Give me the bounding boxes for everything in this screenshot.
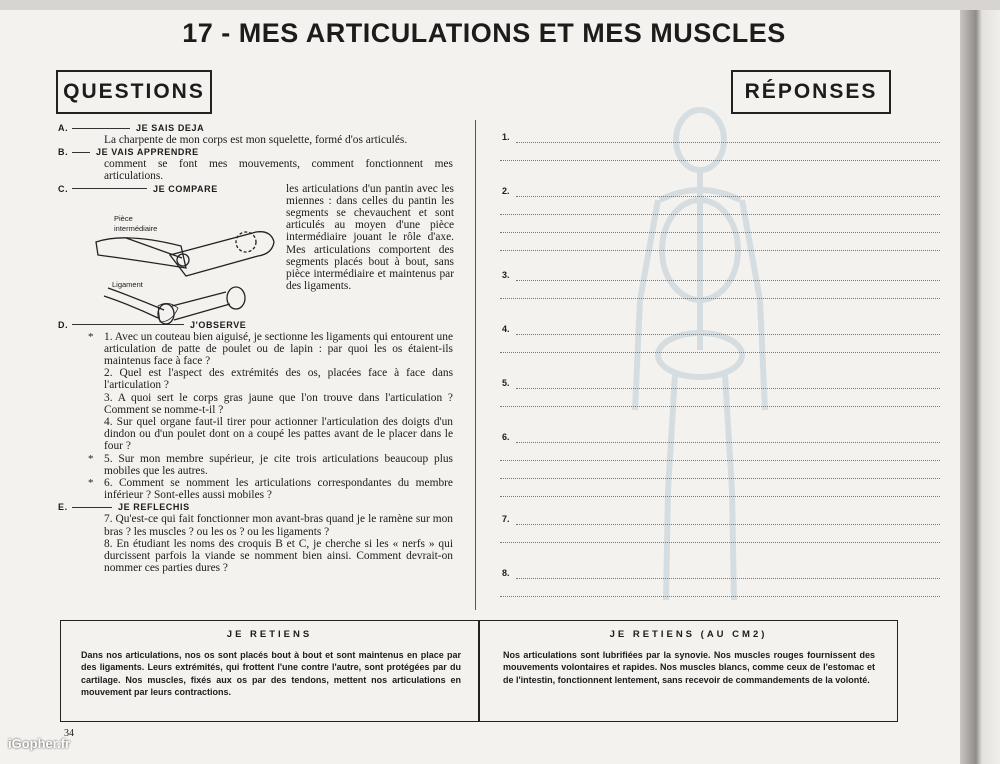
answer-line [500, 460, 940, 461]
question-item: 8. En étudiant les noms des croquis B et C, je cherche si les « nerfs » qui durcissent parfois la viande se nomment bien ainsi. Comment devrait-on nommer ces parties dures ? [104, 537, 453, 575]
section-heading: JE COMPARE [153, 183, 218, 194]
question-item: * 6. Comment se nomment les articulations correspondantes du membre inférieur ? Sont-elles aussi mobiles ? [88, 477, 453, 502]
retiens-cm2-title: JE RETIENS (AU CM2) [609, 629, 768, 640]
question-item: * 1. Avec un couteau bien aiguisé, je sectionne les ligaments qui entourent une articulation de patte de poulet ou de lapin : par quoi les os étaient-ils maintenus face à face ? [88, 330, 453, 368]
column-divider [475, 120, 476, 610]
section-heading: JE REFLECHIS [118, 502, 190, 513]
star-icon: * [88, 330, 94, 343]
answer-line [500, 542, 940, 543]
watermark-logo: iGopher.fr [8, 736, 71, 751]
section-b [58, 146, 453, 182]
question-item: * 5. Sur mon membre supérieur, je cite trois articulations beaucoup plus mobiles que les autres. [88, 452, 453, 477]
answer-number: 2. [502, 186, 510, 196]
section-text: comment se font mes mouvements, comment fonctionnent mes articulations. [104, 158, 453, 183]
figure-label-ligament: Ligament [112, 280, 143, 289]
question-item: 7. Qu'est-ce qui fait fonctionner mon avant-bras quand je le ramène sur mon bras ? les muscles ? ou les os ? ou les ligaments ? [104, 513, 453, 538]
answer-line [500, 160, 940, 161]
answer-line [500, 214, 940, 215]
section-heading: JE SAIS DEJA [136, 122, 205, 133]
je-retiens-box [60, 620, 898, 722]
star-icon: * [88, 452, 94, 465]
answer-line [516, 388, 940, 389]
answer-line [516, 524, 940, 525]
answer-line [500, 352, 940, 353]
star-icon: * [88, 477, 94, 490]
section-d [58, 319, 453, 502]
answer-number: 3. [502, 270, 510, 280]
answer-line [516, 442, 940, 443]
section-letter: D. [58, 319, 69, 330]
page-title: 17 - MES ARTICULATIONS ET MES MUSCLES [182, 18, 786, 48]
answer-line [516, 142, 940, 143]
question-item: 4. Sur quel organe faut-il tirer pour actionner l'articulation des doigts d'un dindon ou d'un poulet dont on a coupé les pattes avant de le placer dans le four ? [104, 416, 453, 453]
section-letter: E. [58, 502, 68, 513]
section-letter: B. [58, 147, 69, 158]
dash-line [72, 152, 90, 153]
answer-line [516, 578, 940, 579]
answer-number: 4. [502, 324, 510, 334]
answer-line [500, 250, 940, 251]
retiens-text: Dans nos articulations, nos os sont placés bout à bout et sont maintenus en place par des ligaments. Leurs extrémités, qui frottent l'une contre l'autre, sont protégées par du cartilage. Nos muscles, fixés aux os par des tendons, mettent nos articulations en mouvement par leurs contractions. [81, 650, 461, 698]
answer-line [516, 280, 940, 281]
answer-number: 7. [502, 514, 510, 524]
answer-number: 5. [502, 378, 510, 388]
figure-label-intermediaire: intermédiaire [114, 224, 158, 233]
page-number: 34 [64, 728, 74, 739]
answer-line [500, 298, 940, 299]
dash-line [72, 507, 112, 508]
question-item: 2. Quel est l'aspect des extrémités des os, placées face à face dans l'articulation ? [104, 367, 453, 392]
section-e [58, 501, 453, 574]
answer-line [500, 496, 940, 497]
retiens-cm2-text: Nos articulations sont lubrifiées par la synovie. Nos muscles rouges fournissent des mouvements volontaires et rapides. Nos muscles blancs, comme ceux de l'estomac et de l'intestin, fonctionnent lentement, sans recevoir de commandements de la volonté. [503, 650, 875, 685]
joint-comparison-figure [86, 210, 282, 340]
answer-line [500, 232, 940, 233]
answer-number: 1. [502, 132, 510, 142]
section-heading: JE VAIS APPRENDRE [96, 147, 199, 158]
answer-line [500, 406, 940, 407]
answer-line [500, 478, 940, 479]
page-gutter [960, 10, 1000, 764]
section-text: La charpente de mon corps est mon squelette, formé d'os articulés. [104, 134, 408, 146]
answer-line [516, 334, 940, 335]
question-item: 3. A quoi sert le corps gras jaune que l'on trouve dans l'articulation ? Comment se nomme-t-il ? [104, 391, 453, 416]
dash-line [72, 128, 130, 129]
answer-number: 8. [502, 568, 510, 578]
reponses-heading: RÉPONSES [731, 70, 891, 114]
questions-column [58, 122, 453, 574]
retiens-title: JE RETIENS [226, 629, 313, 640]
questions-heading: QUESTIONS [56, 70, 212, 114]
answer-number: 6. [502, 432, 510, 442]
section-letter: C. [58, 183, 69, 194]
dash-line [72, 188, 147, 189]
section-a [58, 122, 453, 146]
answer-line [516, 196, 940, 197]
section-letter: A. [58, 122, 69, 133]
figure-label-piece: Pièce [114, 214, 133, 223]
section-text: les articulations d'un pantin avec les miennes : dans celles du pantin les segments se chevauchent et sont articulés au moyen d'une pièce intermédiaire jouant le rôle d'axe. Mes articulations comportent des segments placés bout à bout, sans pièce intermédiaire et maintenus par des ligaments. [286, 182, 454, 293]
answer-line [500, 596, 940, 597]
section-heading: J'OBSERVE [190, 319, 247, 330]
